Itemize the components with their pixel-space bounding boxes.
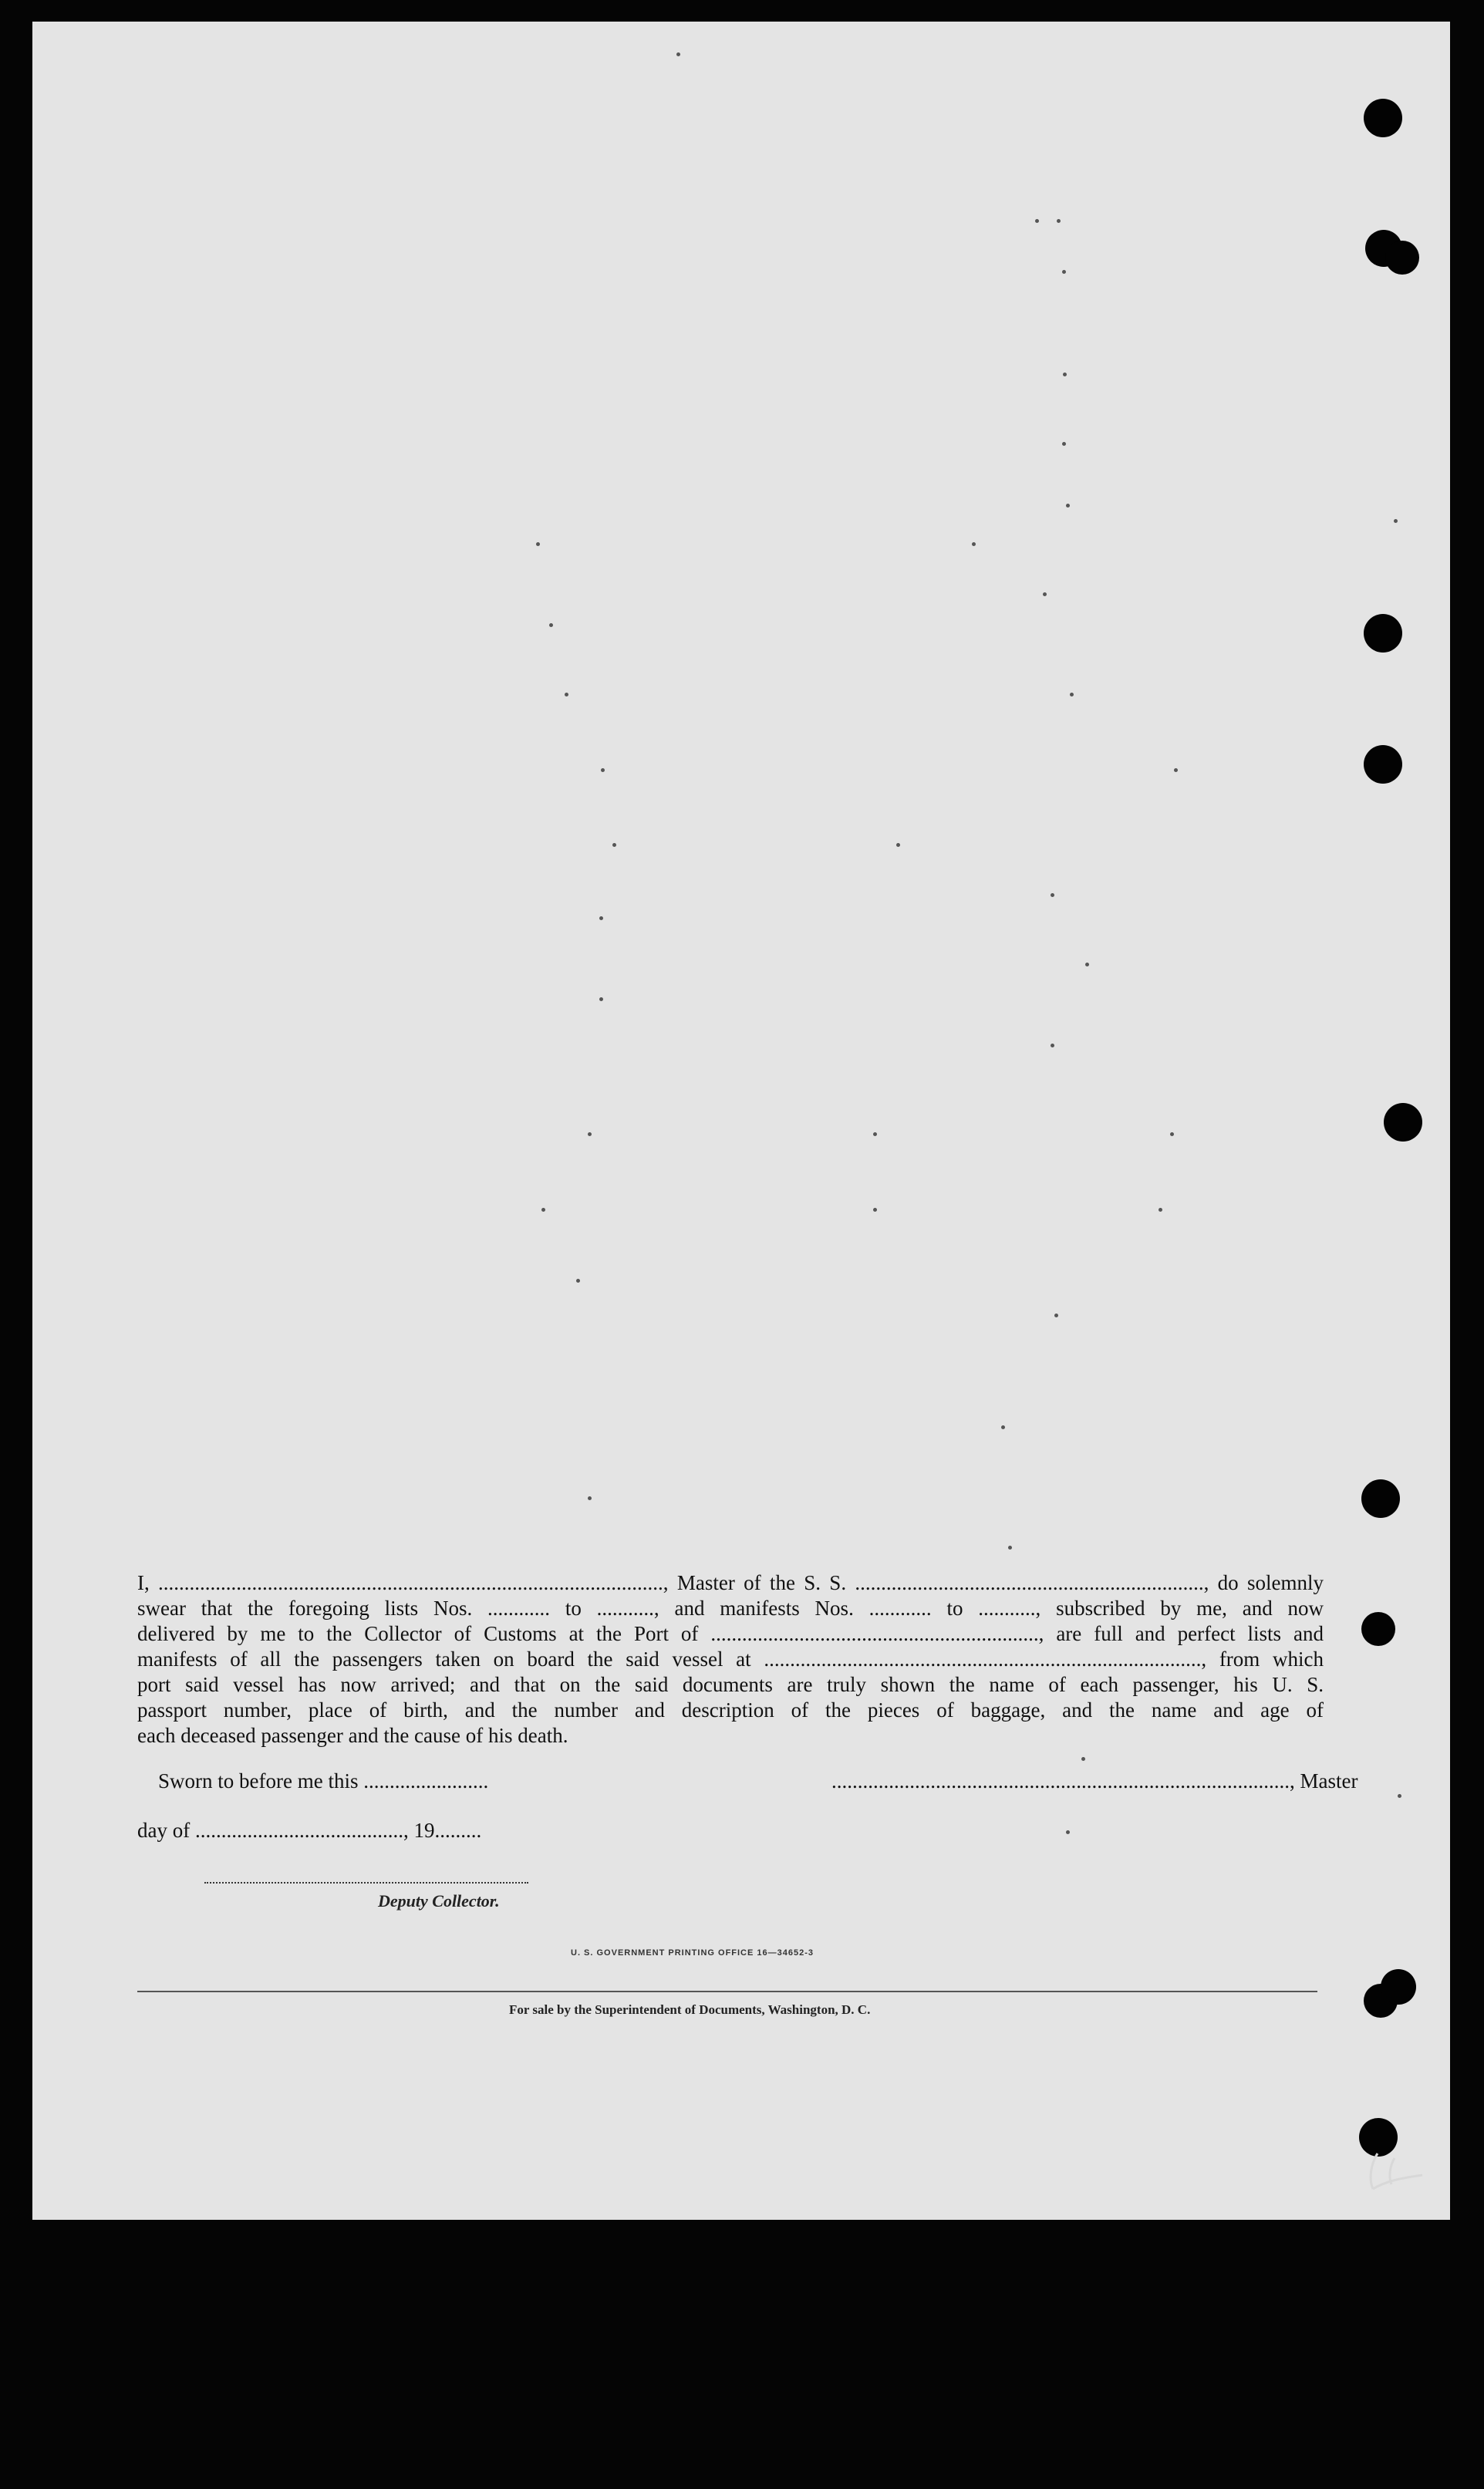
- oath-line: swear that the foregoing lists Nos. ............ to ..........., and manifests Nos. ............ to ..........., subscribed by me, and now: [137, 1597, 1324, 1620]
- oath-line: port said vessel has now arrived; and that on the said documents are truly shown the name of each passenger, his U. S.: [137, 1673, 1324, 1696]
- deputy-signature-line: [204, 1882, 528, 1884]
- oath-line: I, ................................................................................................., Master of the S. S. ..................................................................., do solemnly: [137, 1571, 1324, 1594]
- bleed-speck: [1066, 504, 1070, 508]
- punch-hole: [1385, 241, 1419, 275]
- oath-line: each deceased passenger and the cause of his death.: [137, 1724, 568, 1747]
- bleed-speck: [549, 623, 553, 627]
- oath-line: manifests of all the passengers taken on board the said vessel at ...................................................................................., from which: [137, 1648, 1324, 1671]
- bleed-speck: [1001, 1425, 1005, 1429]
- bleed-speck: [1062, 442, 1066, 446]
- bleed-speck: [1057, 219, 1061, 223]
- bleed-speck: [599, 997, 603, 1001]
- punch-hole: [1364, 745, 1402, 784]
- bleed-speck: [1008, 1546, 1012, 1550]
- punch-hole: [1381, 1969, 1416, 2005]
- bleed-speck: [612, 843, 616, 847]
- oath-line: delivered by me to the Collector of Customs at the Port of ..............................................................., are full and perfect lists and: [137, 1622, 1324, 1645]
- bleed-speck: [676, 52, 680, 56]
- for-sale-notice: For sale by the Superintendent of Documents, Washington, D. C.: [509, 2002, 871, 2017]
- day-line: day of ........................................, 19.........: [137, 1819, 482, 1842]
- bleed-speck: [972, 542, 976, 546]
- bleed-speck: [873, 1208, 877, 1212]
- bleed-speck: [896, 843, 900, 847]
- bleed-speck: [536, 542, 540, 546]
- bleed-speck: [576, 1279, 580, 1283]
- punch-hole: [1364, 614, 1402, 653]
- bleed-speck: [1051, 893, 1054, 897]
- punch-hole: [1361, 1479, 1400, 1518]
- bleed-speck: [588, 1132, 592, 1136]
- bleed-speck: [599, 916, 603, 920]
- bleed-speck: [1066, 1830, 1070, 1834]
- bleed-speck: [588, 1496, 592, 1500]
- bleed-speck: [1170, 1132, 1174, 1136]
- bleed-speck: [1063, 373, 1067, 376]
- bleed-speck: [1051, 1044, 1054, 1047]
- bleed-speck: [873, 1132, 877, 1136]
- bleed-speck: [1394, 519, 1398, 523]
- bleed-speck: [1081, 1757, 1085, 1761]
- form-page: [32, 22, 1450, 2220]
- oath-paragraph: [137, 1570, 1324, 1749]
- bleed-speck: [1085, 963, 1089, 966]
- bleed-speck: [1398, 1794, 1401, 1798]
- bleed-speck: [541, 1208, 545, 1212]
- bleed-speck: [1043, 592, 1047, 596]
- footer-rule: [137, 1991, 1317, 1992]
- deputy-collector-label: Deputy Collector.: [378, 1891, 500, 1911]
- bleed-speck: [601, 768, 605, 772]
- bleed-speck: [1174, 768, 1178, 772]
- handwritten-mark: [1354, 2147, 1428, 2194]
- bleed-speck: [1159, 1208, 1162, 1212]
- master-signature-line: ........................................................................................, Master: [831, 1769, 1358, 1793]
- sworn-line: Sworn to before me this ........................: [158, 1769, 489, 1793]
- printing-office-imprint: U. S. GOVERNMENT PRINTING OFFICE 16—34652-3: [571, 1948, 815, 1958]
- punch-hole: [1384, 1103, 1422, 1142]
- bleed-speck: [565, 693, 568, 696]
- punch-hole: [1361, 1612, 1395, 1646]
- punch-hole: [1364, 99, 1402, 137]
- bleed-speck: [1035, 219, 1039, 223]
- bleed-speck: [1054, 1314, 1058, 1317]
- bleed-speck: [1070, 693, 1074, 696]
- oath-line: passport number, place of birth, and the number and description of the pieces of baggage, and the name and age of: [137, 1698, 1324, 1722]
- bleed-speck: [1062, 270, 1066, 274]
